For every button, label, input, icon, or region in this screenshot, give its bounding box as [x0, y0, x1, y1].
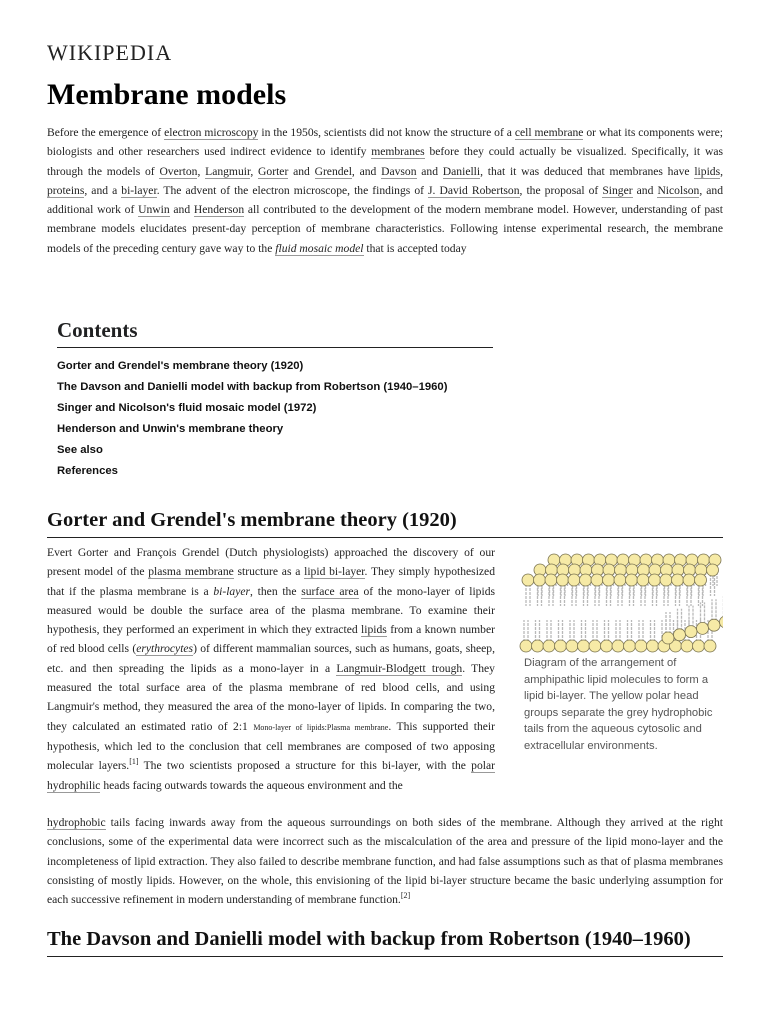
lipid-head	[697, 622, 709, 634]
section-heading-gorter-grendel: Gorter and Grendel's membrane theory (1920)	[47, 505, 723, 538]
toc-item-davson-danielli[interactable]: The Davson and Danielli model with backup from Robertson (1940–1960)	[57, 381, 448, 393]
text-run: and	[169, 203, 194, 217]
lipid-head	[612, 640, 624, 652]
section1-paragraph-narrow	[47, 543, 495, 795]
text-run: tails facing inwards away from the aqueous surroundings on both sides of the membrane. Although they arrived at the right conclusions, some of the experimental data were incorrect such as the miscalculation of the area and pressure of the lipid mono-layer and the incompleteness of lipid extraction. They also failed to describe membrane function, and had false assumptions such as that of plasma membranes consisting of mostly lipids. However, on the whole, this envisioning of the lipid bi-layer structure became the basic underlying assumption for each successive refinement in modern understanding of membrane function.	[47, 816, 723, 907]
lipid-head	[555, 640, 567, 652]
lipid-head	[557, 574, 569, 586]
text-run: , the proposal of	[519, 183, 603, 197]
lipid-head	[672, 574, 684, 586]
toc-item-gorter-grendel[interactable]: Gorter and Grendel's membrane theory (1920)	[57, 360, 304, 372]
lipid-head	[685, 626, 697, 638]
lipid-head	[624, 640, 636, 652]
text-run: ,	[197, 164, 206, 178]
text-run: . They measured the total surface area of the plasma membrane of red blood cells, and using Langmuir's method, they measured the area of the mono-layer of lipids. In comparing the two, they calculated an estimated ratio of 2:1	[47, 661, 495, 733]
text-run: of the mono-layer of lipids measured would be double the surface area of the plasma membrane. To examine their hypothesis, they performed an experiment in which they extracted	[47, 584, 496, 637]
article-link[interactable]: proteins	[47, 183, 85, 197]
lipid-head	[591, 574, 603, 586]
citation-ref[interactable]: [1]	[129, 757, 139, 767]
lipid-head	[543, 640, 555, 652]
section-heading-davson-danielli: The Davson and Danielli model with backup from Robertson (1940–1960)	[47, 924, 723, 957]
article-link[interactable]: hydrophobic	[47, 816, 106, 829]
lipid-head	[649, 574, 661, 586]
article-link[interactable]: plasma membrane	[148, 565, 234, 579]
article-link[interactable]: Henderson	[193, 203, 245, 217]
page-title: Membrane models	[47, 78, 287, 111]
lipid-head	[566, 640, 578, 652]
article-link[interactable]: Langmuir	[205, 164, 251, 178]
lipid-head	[683, 574, 695, 586]
article-link[interactable]: Overton	[159, 164, 198, 178]
lipid-head	[707, 564, 719, 576]
intro-paragraph	[47, 123, 723, 258]
lipid-head	[522, 574, 534, 586]
section1-paragraph-wide	[47, 813, 723, 909]
wikipedia-wordmark[interactable]: WIKIPEDIA	[47, 40, 173, 65]
lipid-head	[589, 640, 601, 652]
article-link[interactable]: Grendel	[314, 164, 352, 178]
text-run: and	[632, 183, 658, 197]
article-link[interactable]: lipid bi-layer	[304, 565, 365, 579]
text-run: in the 1950s, scientists did not know the structure of a	[258, 126, 515, 139]
lipid-head	[614, 574, 626, 586]
text-run: heads facing outwards towards the aqueous environment and the	[100, 778, 403, 792]
text-run: or what its components were; biologists and other researchers used indirect evidence to identify	[47, 126, 723, 159]
lipid-head	[681, 640, 693, 652]
article-link[interactable]: Danielli	[442, 164, 481, 178]
article-link[interactable]: Unwin	[138, 203, 170, 217]
text-run: and	[288, 164, 315, 178]
article-link[interactable]: erythrocytes	[136, 642, 194, 656]
article-link[interactable]: cell membrane	[514, 126, 584, 139]
lipid-head	[637, 574, 649, 586]
text-run: , then the	[250, 584, 302, 598]
article-link[interactable]: electron microscopy	[164, 126, 259, 139]
text-run: ) of different mammalian sources, such as humans, goats, sheep, etc. and then spreading the lipids as a mono-layer in a	[47, 642, 495, 675]
table-of-contents	[57, 318, 493, 482]
toc-item-henderson-unwin[interactable]: Henderson and Unwin's membrane theory	[57, 423, 284, 435]
lipid-head	[603, 574, 615, 586]
bilayer-drawing	[520, 554, 723, 652]
toc-item-singer-nicolson[interactable]: Singer and Nicolson's fluid mosaic model (1972)	[57, 402, 317, 414]
article-link[interactable]: Langmuir-Blodgett trough	[336, 661, 463, 675]
text-run: Before the emergence of	[47, 126, 165, 139]
lipid-head	[520, 640, 532, 652]
text-run: , and	[351, 164, 382, 178]
article-link[interactable]: surface area	[301, 584, 359, 598]
lipid-head	[635, 640, 647, 652]
lipid-head	[695, 574, 707, 586]
contents-title: Contents	[57, 318, 493, 348]
article-link[interactable]: Davson	[381, 164, 417, 178]
lipid-head	[578, 640, 590, 652]
article-link[interactable]: Gorter	[258, 164, 289, 178]
text-run: and	[416, 164, 443, 178]
lipid-head	[708, 619, 720, 631]
lipid-head	[647, 640, 659, 652]
text-run: ,	[250, 164, 259, 178]
article-link[interactable]: fluid mosaic model	[275, 241, 364, 255]
toc-item-see-also[interactable]: See also	[57, 444, 103, 456]
lipid-head	[534, 574, 546, 586]
lipid-head	[626, 574, 638, 586]
lipid-head	[674, 629, 686, 641]
text-run: , and a	[84, 183, 122, 197]
article-link[interactable]: bi-layer	[121, 183, 157, 197]
text-run: from a known number of red blood cells (	[47, 623, 495, 656]
article-link[interactable]: lipids	[694, 164, 721, 178]
text-run: before they could actually be visualized. Specifically, it was through the models of	[47, 145, 723, 178]
lipid-head	[545, 574, 557, 586]
text-run: . This supported their hypothesis, which led to the conclusion that cell membranes are composed of two apposing molecular layers.	[47, 719, 495, 773]
text-run: . The advent of the electron microscope, the findings of	[156, 183, 429, 197]
article-link[interactable]: membranes	[371, 145, 425, 159]
lipid-head	[704, 640, 716, 652]
text-run: structure as a	[233, 565, 305, 579]
article-link[interactable]: J. David Robertson	[428, 183, 520, 197]
text-run: . They simply hypothesized that if the plasma membrane is a	[47, 565, 496, 598]
citation-ref[interactable]: [2]	[400, 891, 411, 901]
text-run: , and additional work of	[47, 183, 723, 217]
lipid-bilayer-diagram	[518, 546, 723, 654]
article-link[interactable]: Singer	[602, 183, 633, 197]
text-run: that is accepted today	[363, 241, 467, 255]
lipid-head	[601, 640, 613, 652]
text-run: bi-layer	[213, 584, 251, 598]
text-run: all contributed to the development of the modern membrane model. However, understanding of past membrane models elucidates present-day perception of membrane characteristics. Following intense experimental research, the membrane models of the preceding century gave way to the	[47, 203, 723, 255]
lipid-head	[693, 640, 705, 652]
lipid-head	[568, 574, 580, 586]
text-run: The two scientists proposed a structure for this bi-layer, with the	[138, 759, 472, 773]
text-run: , that it was deduced that membranes have	[480, 164, 695, 178]
text-run: Evert Gorter and François Grendel (Dutch physiologists) approached the discovery of our present model of the	[47, 546, 495, 579]
figure-caption: Diagram of the arrangement of amphipathic lipid molecules to form a lipid bi-layer. The yellow polar head groups separate the grey hydrophobic tails from the aqueous cytosolic and extracellular environments.	[524, 657, 713, 752]
lipid-head	[532, 640, 544, 652]
article-link[interactable]: Nicolson	[657, 183, 700, 197]
article-link[interactable]: lipids	[361, 623, 387, 637]
toc-list	[57, 356, 493, 482]
lipid-head	[662, 632, 674, 644]
text-run: ,	[720, 164, 724, 178]
article-link[interactable]: polar hydrophilic	[47, 759, 495, 792]
lipid-head	[660, 574, 672, 586]
lipid-head	[580, 574, 592, 586]
text-run: Mono-layer of lipids:Plasma membrane	[253, 722, 389, 732]
toc-item-references[interactable]: References	[57, 465, 118, 477]
